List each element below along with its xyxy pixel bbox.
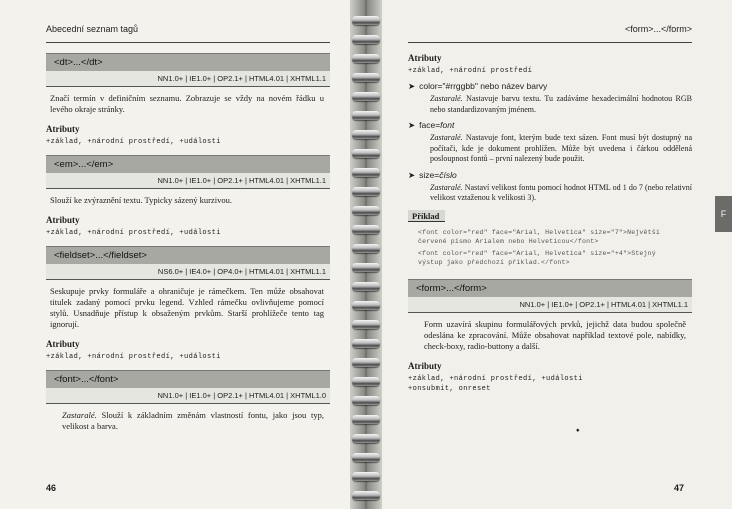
attributes-values: +základ, +národní prostředí — [408, 67, 533, 75]
binding-ring — [352, 54, 380, 63]
section-font — [46, 370, 330, 432]
binding-ring — [352, 320, 380, 329]
binding-ring — [352, 263, 380, 272]
binding-ring — [352, 491, 380, 500]
code-line: výstup jako předchozí příklad.</font> — [418, 258, 570, 266]
param-name-text: color="#rrggbb" nebo název barvy — [419, 81, 548, 91]
binding-ring — [352, 168, 380, 177]
binding-ring — [352, 73, 380, 82]
binding-ring — [352, 130, 380, 139]
code-line: červené písmo Arialem nebo Helveticou</font> — [418, 237, 599, 245]
attributes-values-line: +onsubmit, onreset — [408, 384, 491, 393]
param-description-text: Nastaví velikost fontu pomocí hodnot HTML od 1 do 7 (nebo relativní velikost vztaženou k velikosti 3). — [430, 182, 692, 202]
deprecated-label: Zastaralé. — [62, 410, 97, 420]
binding-ring — [352, 472, 380, 481]
binding-ring — [352, 149, 380, 158]
tag-heading: <form>...</form> — [408, 279, 692, 297]
tag-heading: <fieldset>...</fieldset> — [46, 246, 330, 264]
param-description — [430, 133, 692, 165]
right-page — [382, 0, 732, 509]
binding-ring — [352, 111, 380, 120]
attributes-heading: Atributy — [408, 53, 442, 63]
binding-ring — [352, 339, 380, 348]
running-head-left: Abecední seznam tagů — [46, 24, 330, 43]
description: Seskupuje prvky formuláře a ohraničuje je rámečkem. Ten může obsahovat titulek zadaný pomocí prvku legend. Vzhled rámečku ovlivňujeme pomocí stylů. Usnadňuje přístup k obsaženým prvkům. Starší prohlížeče tento tag ignorují. — [50, 286, 324, 329]
bullet-arrow-icon: ➤ — [408, 169, 416, 180]
example-code — [418, 228, 692, 246]
cursor-mark-icon: ⬩ — [576, 425, 580, 436]
binding-ring — [352, 206, 380, 215]
binding-ring — [352, 282, 380, 291]
param-size — [408, 170, 692, 204]
code-line: <font color="red" face="Arial, Helvetica" size="7">Největší — [418, 228, 660, 236]
binding-ring — [352, 358, 380, 367]
param-description-text: Nastavuje barvu textu. Tu zadáváme hexadecimální hodnotou RGB nebo standardizovaným jménem. — [430, 94, 692, 114]
description: Značí termín v definičním seznamu. Zobrazuje se vždy na novém řádku u levého okraje stránky. — [50, 93, 324, 114]
param-name-text: face= — [419, 120, 441, 130]
binding-ring — [352, 396, 380, 405]
param-value-type: font — [440, 120, 455, 130]
compatibility-line: NN1.0+ | IE1.0+ | OP2.1+ | HTML4.01 | XHTML1.0 — [46, 388, 330, 404]
compatibility-line: NN1.0+ | IE1.0+ | OP2.1+ | HTML4.01 | XHTML1.1 — [46, 71, 330, 87]
param-name — [408, 81, 692, 92]
page-number-right: 47 — [673, 483, 684, 493]
binding-ring — [352, 244, 380, 253]
binding-ring — [352, 225, 380, 234]
binding-ring — [352, 187, 380, 196]
param-description-text: Nastavuje font, kterým bude text sázen. Font musí být dostupný na počítači, kde je dokument prohlížen. Může být uvedena i čárkou oddělená posloupnost fontů – první nalezený bude použit. — [430, 133, 693, 163]
attributes-values: +základ, +národní prostředí, +události — [46, 229, 221, 237]
chapter-tab: F — [715, 196, 732, 232]
binding-ring — [352, 16, 380, 25]
deprecated-label: Zastaralé. — [430, 133, 463, 142]
param-description — [430, 94, 692, 115]
section-fieldset — [46, 246, 330, 362]
spiral-binding — [350, 0, 382, 509]
attributes-heading: Atributy — [46, 124, 80, 134]
description — [62, 410, 324, 432]
section-form — [408, 279, 692, 394]
attributes-heading: Atributy — [408, 360, 442, 371]
attributes-values — [408, 374, 692, 394]
binding-ring — [352, 434, 380, 443]
binding-ring — [352, 377, 380, 386]
compatibility-line: NN1.0+ | IE1.0+ | OP2.1+ | HTML4.01 | XHTML1.1 — [408, 297, 692, 313]
param-description — [430, 183, 692, 204]
attributes-values: +základ, +národní prostředí, +události — [46, 353, 221, 361]
attributes-heading: Atributy — [46, 215, 80, 225]
param-name-text: size= — [419, 169, 440, 180]
param-name — [408, 170, 692, 181]
param-name — [408, 120, 692, 131]
tag-heading: <em>...</em> — [46, 155, 330, 173]
attributes-values-line: +základ, +národní prostředí, +události — [408, 374, 583, 383]
bullet-arrow-icon: ➤ — [408, 81, 416, 91]
binding-ring — [352, 415, 380, 424]
attributes-heading: Atributy — [46, 339, 80, 349]
description-text: Slouží k základním změnám vlastností fontu, jako jsou typ, velikost a barva. — [62, 410, 325, 431]
deprecated-label: Zastaralé. — [430, 182, 463, 192]
bullet-arrow-icon: ➤ — [408, 120, 416, 130]
tag-heading: <dt>...</dt> — [46, 53, 330, 71]
deprecated-label: Zastaralé. — [430, 94, 463, 103]
page-number-left: 46 — [46, 483, 57, 493]
attributes-values: +základ, +národní prostředí, +události — [46, 138, 221, 146]
compatibility-line: NS6.0+ | IE4.0+ | OP4.0+ | HTML4.01 | XHTML1.1 — [46, 264, 330, 280]
section-dt — [46, 53, 330, 147]
section-em — [46, 155, 330, 238]
binding-ring — [352, 92, 380, 101]
description: Slouží ke zvýraznění textu. Typicky sázený kurzivou. — [50, 195, 232, 205]
binding-ring — [352, 301, 380, 310]
param-value-type: číslo — [439, 169, 457, 180]
tag-heading: <font>...</font> — [46, 370, 330, 388]
example-heading: Příklad — [408, 210, 445, 222]
running-head-right: <form>...</form> — [408, 24, 692, 43]
description: Form uzavírá skupinu formulářových prvků, jejichž data budou společně odeslána ke zpracování. Může obsahovat například textové pole, nabídky, check-boxy, radio-buttony a další. — [424, 318, 686, 351]
code-line: <font color="red" face="Arial, Helvetica" size="+4">Stejný — [418, 249, 656, 257]
param-face — [408, 120, 692, 165]
left-page — [0, 0, 350, 509]
example-code — [418, 249, 692, 267]
compatibility-line: NN1.0+ | IE1.0+ | OP2.1+ | HTML4.01 | XHTML1.1 — [46, 173, 330, 189]
binding-ring — [352, 453, 380, 462]
binding-ring — [352, 35, 380, 44]
param-color — [408, 81, 692, 115]
